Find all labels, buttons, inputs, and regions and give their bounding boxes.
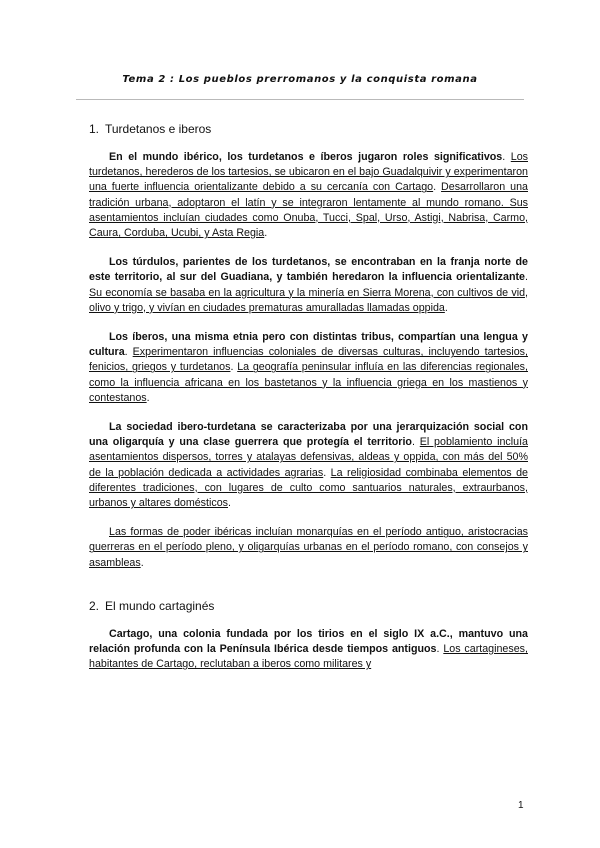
underlined-text: Su economía se basaba en la agricultura y la minería en Sierra Morena, con cultivos de vid, olivo y trigo, y vivían en ciudades prematuras amuralladas llamadas oppida — [89, 286, 528, 314]
punctuation: . — [228, 497, 231, 510]
punctuation: . — [502, 151, 511, 163]
paragraph — [89, 627, 528, 673]
underlined-text: Las formas de poder ibéricas incluían monarquías en el período antiguo, aristocracias guerreras en el período pleno, y oligarquías urbanas en el período romano, con consejos y asambleas — [89, 526, 528, 569]
paragraph — [89, 420, 528, 511]
punctuation: . — [433, 181, 442, 194]
section-number: 1. — [89, 122, 100, 136]
punctuation: . — [525, 271, 528, 284]
punctuation: . — [124, 346, 133, 359]
underlined-text: Los turdetanos, herederos de los tartesios, se ubicaron en el bajo Guadalquivir y experimentaron una fuerte influencia orientalizante debido a su cercanía con Cartago — [89, 151, 528, 194]
section-number: 2. — [89, 598, 100, 613]
underlined-text: Desarrollaron una tradición urbana, adoptaron el latín y se integraron lentamente al mundo romano. Sus asentamientos incluían ciudades como Onuba, Tucci, Spal, Urso, Astigi, Nabrisa, Carmo, Caura, Corduba, Ucubi, y Asta Regia — [89, 181, 528, 240]
bold-text: En el mundo ibérico, los turdetanos e íberos jugaron roles significativos — [109, 151, 503, 163]
punctuation: . — [230, 361, 238, 374]
bold-text: Cartago, una colonia fundada por los tirios en el siglo IX a.C., mantuvo una relación profunda con la Península Ibérica desde tiempos antiguos — [89, 627, 528, 656]
paragraph — [89, 525, 528, 571]
document-title: Tema 2 : Los pueblos prerromanos y la conquista romana — [122, 74, 478, 85]
underlined-text: La geografía peninsular influía en las diferencias regionales, como la influencia africana en los bastetanos y la influencia griega en los mastienos y contestanos — [89, 361, 528, 404]
punctuation: . — [444, 301, 448, 314]
bold-text: Los íberos, una misma etnia pero con distintas tribus, compartían una lengua y cultura — [89, 331, 528, 359]
punctuation: . — [411, 436, 420, 449]
underlined-text: Los cartagineses, habitantes de Cartago, reclutaban a iberos como militares y — [89, 643, 528, 671]
section-heading — [89, 122, 528, 137]
paragraph — [89, 150, 528, 241]
bold-text: Los túrdulos, parientes de los turdetanos, se encontraban en la franja norte de este territorio, al sur del Guadiana, y también heredaron la influencia orientalizante — [89, 256, 528, 284]
document-body — [89, 116, 528, 672]
underlined-text: La religiosidad combinaba elementos de diferentes tradiciones, con lugares de culto como santuarios naturales, extraurbanos, urbanos y altares domésticos — [89, 466, 528, 510]
section-heading — [89, 599, 528, 614]
page-number: 1 — [518, 800, 524, 811]
punctuation: . — [436, 643, 444, 656]
title-divider — [76, 99, 524, 100]
paragraph — [89, 255, 528, 316]
punctuation: . — [323, 466, 331, 479]
punctuation: . — [140, 556, 144, 569]
underlined-text: Experimentaron influencias coloniales de diversas culturas, incluyendo tartesios, fenicios, griegos y turdetanos — [89, 346, 528, 374]
section-title: Turdetanos e iberos — [105, 122, 212, 136]
bold-text: La sociedad ibero-turdetana se caracterizaba por una jerarquización social con una oligarquía y una clase guerrera que protegía el territorio — [89, 421, 528, 449]
section-title: El mundo cartaginés — [105, 598, 215, 613]
punctuation: . — [146, 391, 150, 404]
paragraph — [89, 330, 528, 406]
punctuation: . — [264, 227, 268, 240]
underlined-text: El poblamiento incluía asentamientos dispersos, torres y atalayas defensivas, aldeas y oppida, con más del 50% de la población dedicada a actividades agrarias — [89, 436, 528, 479]
